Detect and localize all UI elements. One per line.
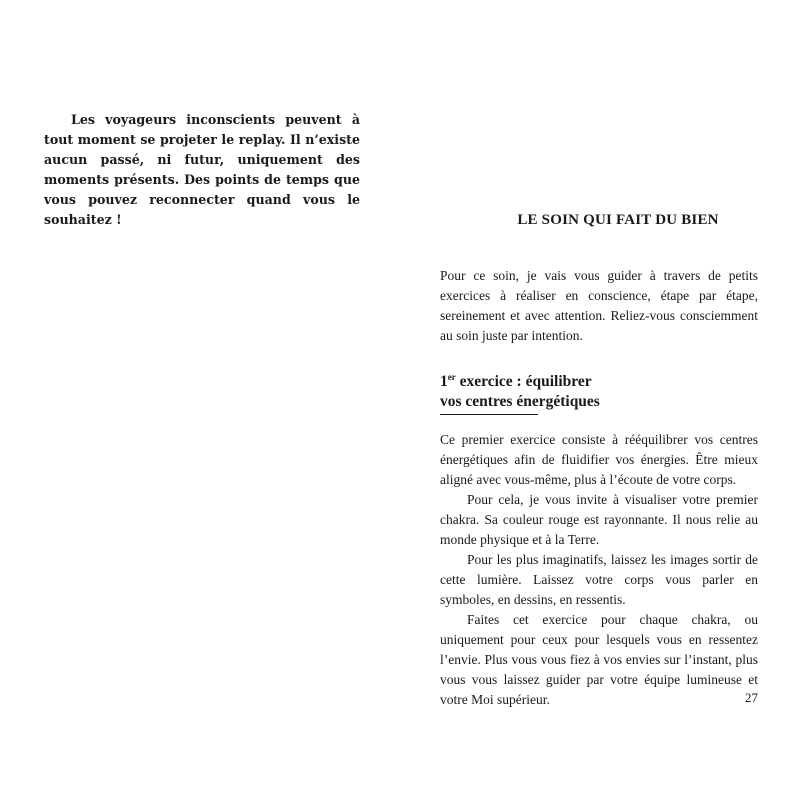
intro-paragraph: Pour ce soin, je vais vous guider à travers de petits exercices à réaliser en conscience, étape par étape, sereinement et avec attention. Reliez-vous consciemment au soin juste par intention. (440, 268, 758, 343)
section-title-underline (440, 414, 538, 415)
section-title-number: 1 (440, 373, 448, 390)
body-paragraph: Ce premier exercice consiste à rééquilibrer vos centres énergétiques afin de fluidifier vos énergies. Être mieux aligné avec vous-même, plus à l’écoute de votre corps. (440, 432, 758, 487)
right-page (400, 0, 800, 800)
body-paragraph: Pour les plus imaginatifs, laissez les images sortir de cette lumière. Laissez votre corps vous parler en symboles, en dessins, en ressentis. (440, 552, 758, 607)
chapter-title: LE SOIN QUI FAIT DU BIEN (517, 212, 719, 228)
section-title-line2: vos centres énergétiques (440, 393, 600, 410)
body-paragraph: Faites cet exercice pour chaque chakra, ou uniquement pour ceux pour lesquels vous en ressentez l’envie. Plus vous vous fiez à vos envies sur l’instant, plus vous vous laissez guider par votre équipe lumineuse et votre Moi supérieur. (440, 612, 758, 707)
section-body (440, 430, 758, 710)
page-number: 27 (745, 690, 758, 705)
left-page-paragraph: Les voyageurs inconscients peuvent à tout moment se projeter le replay. Il n’existe aucun passé, ni futur, uniquement des moments présents. Des points de temps que vous pouvez reconnecter quand vous le souhaitez ! (44, 112, 360, 227)
section-title-superscript: er (447, 371, 456, 382)
body-paragraph: Pour cela, je vous invite à visualiser votre premier chakra. Sa couleur rouge est rayonnante. Il nous relie au monde physique et à la Terre. (440, 492, 758, 547)
section-title (440, 372, 740, 412)
section-title-line1: exercice : équilibrer (455, 373, 592, 390)
